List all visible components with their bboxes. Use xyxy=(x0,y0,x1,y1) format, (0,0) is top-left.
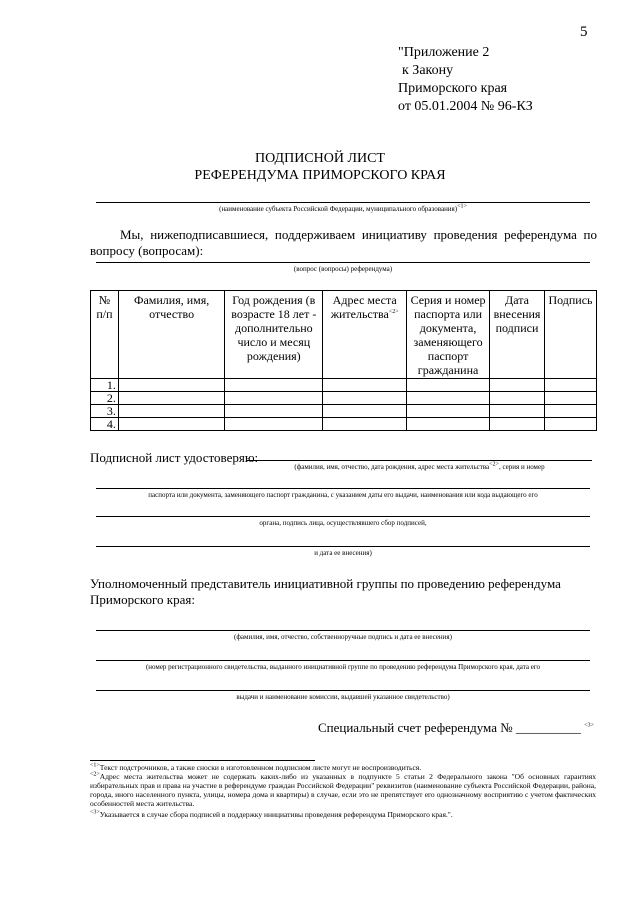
table-cell xyxy=(407,418,490,431)
representative-line-1 xyxy=(96,630,590,631)
certify-line-4 xyxy=(96,546,590,547)
signature-table xyxy=(90,290,597,431)
col-header-signature-date: Дата внесения подписи xyxy=(490,291,545,379)
special-account xyxy=(318,720,594,736)
representative-caption-3: выдачи и наименование комиссии, выдавшей указанное свидетельство) xyxy=(236,693,450,701)
table-cell xyxy=(225,392,323,405)
certify-label: Подписной лист удостоверяю: xyxy=(90,450,259,465)
certify-line-1 xyxy=(247,460,592,461)
certify-caption-1-end: , серия и номер xyxy=(498,463,545,471)
question-line xyxy=(96,262,590,263)
footnote-mark: <3> xyxy=(584,722,594,729)
certify-caption-3: органа, подпись лица, осуществлявшего сбор подписей, xyxy=(259,519,427,527)
table-cell xyxy=(490,392,545,405)
table-header-row xyxy=(91,291,597,379)
certify-caption-2: паспорта или документа, заменяющего паспорт гражданина, с указанием даты его выдачи, наименования или кода выдающего его xyxy=(148,491,538,499)
table-cell xyxy=(323,418,407,431)
subject-line xyxy=(96,202,590,203)
representative-text: Уполномоченный представитель инициативной группы по проведению референдума Приморского края: xyxy=(90,576,561,607)
document-title: ПОДПИСНОЙ ЛИСТ xyxy=(255,151,385,166)
table-cell xyxy=(323,405,407,418)
col-header-passport: Серия и номер паспорта или документа, заменяющего паспорт гражданина xyxy=(407,291,490,379)
footnote-mark: <3> xyxy=(90,809,100,816)
table-cell xyxy=(407,392,490,405)
representative-line-3 xyxy=(96,690,590,691)
table-row xyxy=(91,405,597,418)
table-cell xyxy=(490,418,545,431)
table-cell xyxy=(118,379,225,392)
special-account-number-field: __________ xyxy=(515,720,581,735)
certify-caption-4: и дата ее внесения) xyxy=(314,549,372,557)
footnote-2-text: Адрес места жительства может не содержать каких-либо из указанных в подпункте 5 статьи 2 Федерального закона "Об основных гарантиях избирательных прав и права на участие в референдуме граждан Российской Федерации" реквизитов (наименование субъекта Российской Федерации, района, города, иного населенного пункта, улицы, номера дома и квартиры) в случае, если это не препятствует его однозначному восприятию с учетом фактических особенностей места жительства. xyxy=(90,772,596,808)
row-number: 4. xyxy=(91,418,119,431)
certify-line-2 xyxy=(96,488,590,489)
table-cell xyxy=(407,379,490,392)
table-cell xyxy=(490,405,545,418)
table-cell xyxy=(490,379,545,392)
certify-caption-1-text: (фамилия, имя, отчество, дата рождения, адрес места жительства xyxy=(294,463,490,471)
representative-line-2 xyxy=(96,660,590,661)
table-cell xyxy=(225,379,323,392)
table-cell xyxy=(407,405,490,418)
table-cell xyxy=(544,392,596,405)
footnote-2 xyxy=(90,772,596,808)
table-cell xyxy=(118,392,225,405)
special-account-label: Специальный счет референдума № xyxy=(318,720,513,735)
table-cell xyxy=(323,392,407,405)
footnote-mark: <2> xyxy=(489,461,499,468)
appendix-line-1: "Приложение 2 xyxy=(398,45,490,60)
table-row xyxy=(91,418,597,431)
representative-caption-1: (фамилия, имя, отчество, собственноручные подпись и дата ее внесения) xyxy=(234,633,452,641)
row-number: 3. xyxy=(91,405,119,418)
representative-caption-2: (номер регистрационного свидетельства, выданного инициативной группе по проведению референдума Приморского края, дата его xyxy=(145,663,541,671)
col-header-number: № п/п xyxy=(91,291,119,379)
certify-line-3 xyxy=(96,516,590,517)
table-cell xyxy=(544,418,596,431)
statement-text: Мы, нижеподписавшиеся, поддерживаем инициативу проведения референдума по вопросу (вопросам): xyxy=(90,227,597,258)
table-row xyxy=(91,392,597,405)
appendix-line-3: Приморского края xyxy=(398,81,508,96)
appendix-line-4: от 05.01.2004 № 96-КЗ xyxy=(398,99,533,114)
subject-caption-text: (наименование субъекта Российской Федерации, муниципального образования) xyxy=(219,205,458,213)
col-header-birth-year: Год рождения (в возрасте 18 лет - дополнительно число и месяц рождения) xyxy=(225,291,323,379)
footnote-1 xyxy=(90,763,596,772)
appendix-line-2: к Закону xyxy=(402,63,454,78)
footnote-separator xyxy=(90,760,315,761)
question-caption: (вопрос (вопросы) референдума) xyxy=(293,265,393,273)
document-subtitle: РЕФЕРЕНДУМА ПРИМОРСКОГО КРАЯ xyxy=(194,168,446,183)
table-cell xyxy=(544,379,596,392)
row-number: 2. xyxy=(91,392,119,405)
footnote-3-text: Указывается в случае сбора подписей в поддержку инициативы проведения референдума Приморского края.". xyxy=(99,810,453,819)
page-number: 5 xyxy=(580,24,588,40)
footnote-1-text: Текст подстрочников, а также сноски в изготовленном подписном листе могут не воспроизводиться. xyxy=(99,763,422,772)
table-cell xyxy=(323,379,407,392)
table-cell xyxy=(225,405,323,418)
table-row xyxy=(91,379,597,392)
appendix-reference xyxy=(398,44,533,116)
footnote-3 xyxy=(90,810,596,819)
table-cell xyxy=(544,405,596,418)
table-cell xyxy=(118,405,225,418)
col-header-address-text: Адрес места жительства xyxy=(330,293,397,321)
col-header-full-name: Фамилия, имя, отчество xyxy=(118,291,225,379)
col-header-signature: Подпись xyxy=(544,291,596,379)
col-header-address xyxy=(323,291,407,379)
row-number: 1. xyxy=(91,379,119,392)
footnote-mark: <2> xyxy=(90,771,100,778)
table-cell xyxy=(225,418,323,431)
table-cell xyxy=(118,418,225,431)
footnote-mark: <1> xyxy=(90,762,100,769)
footnote-mark: <2> xyxy=(388,309,399,315)
subject-caption xyxy=(96,205,590,213)
footnote-mark: <1> xyxy=(457,203,467,210)
certify-caption-1 xyxy=(247,463,592,471)
